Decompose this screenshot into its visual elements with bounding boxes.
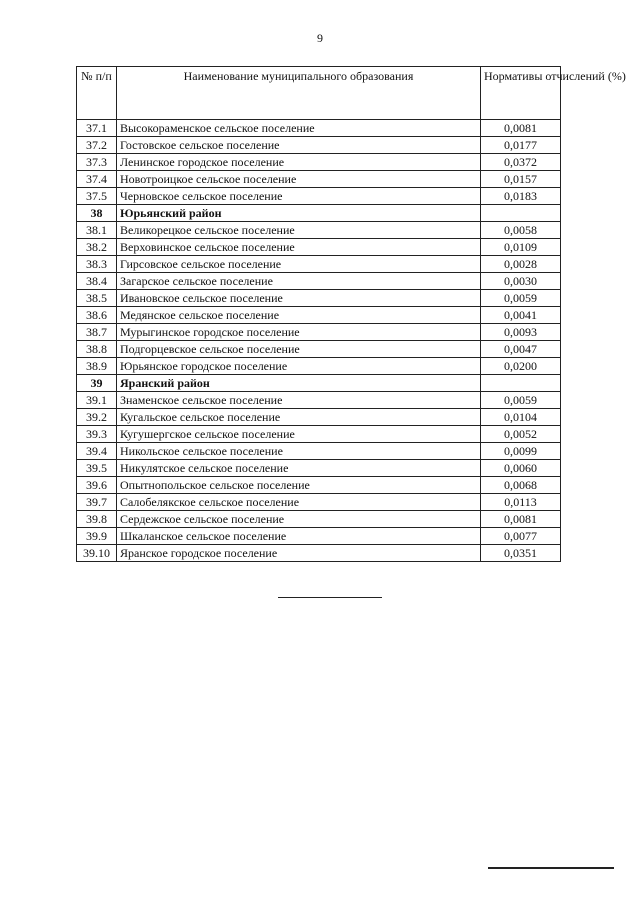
separator-line <box>278 597 382 598</box>
row-name: Сердежское сельское поселение <box>117 511 481 528</box>
district-row <box>77 375 561 392</box>
row-name: Черновское сельское поселение <box>117 188 481 205</box>
row-number: 38 <box>77 205 117 222</box>
row-value: 0,0068 <box>481 477 561 494</box>
table-row <box>77 273 561 290</box>
row-number: 39.8 <box>77 511 117 528</box>
table-row <box>77 528 561 545</box>
row-value: 0,0200 <box>481 358 561 375</box>
row-name: Юрьянский район <box>117 205 481 222</box>
row-number: 37.1 <box>77 120 117 137</box>
row-name: Новотроицкое сельское поселение <box>117 171 481 188</box>
row-number: 39.6 <box>77 477 117 494</box>
row-name: Гирсовское сельское поселение <box>117 256 481 273</box>
header-num: № п/п <box>77 67 117 120</box>
row-value: 0,0052 <box>481 426 561 443</box>
row-value: 0,0077 <box>481 528 561 545</box>
row-number: 38.2 <box>77 239 117 256</box>
row-value: 0,0177 <box>481 137 561 154</box>
table-header-row <box>77 67 561 120</box>
table-row <box>77 392 561 409</box>
row-number: 37.4 <box>77 171 117 188</box>
table-row <box>77 222 561 239</box>
row-value: 0,0058 <box>481 222 561 239</box>
row-name: Салобелякское сельское поселение <box>117 494 481 511</box>
row-number: 38.8 <box>77 341 117 358</box>
row-value: 0,0104 <box>481 409 561 426</box>
row-value: 0,0113 <box>481 494 561 511</box>
row-value: 0,0372 <box>481 154 561 171</box>
row-value: 0,0109 <box>481 239 561 256</box>
row-name: Юрьянское городское поселение <box>117 358 481 375</box>
row-number: 37.5 <box>77 188 117 205</box>
row-name: Шкаланское сельское поселение <box>117 528 481 545</box>
row-number: 37.3 <box>77 154 117 171</box>
row-name: Верховинское сельское поселение <box>117 239 481 256</box>
table-row <box>77 324 561 341</box>
footer-line <box>488 867 614 869</box>
row-name: Никольское сельское поселение <box>117 443 481 460</box>
row-name: Медянское сельское поселение <box>117 307 481 324</box>
table-row <box>77 154 561 171</box>
table-row <box>77 409 561 426</box>
row-name: Знаменское сельское поселение <box>117 392 481 409</box>
row-number: 38.5 <box>77 290 117 307</box>
row-name: Яранский район <box>117 375 481 392</box>
row-value: 0,0081 <box>481 120 561 137</box>
table-row <box>77 443 561 460</box>
row-value: 0,0047 <box>481 341 561 358</box>
row-name: Великорецкое сельское поселение <box>117 222 481 239</box>
row-name: Кугальское сельское поселение <box>117 409 481 426</box>
row-number: 39.7 <box>77 494 117 511</box>
row-value: 0,0081 <box>481 511 561 528</box>
row-number: 39.10 <box>77 545 117 562</box>
row-value: 0,0099 <box>481 443 561 460</box>
table-row <box>77 137 561 154</box>
row-number: 38.7 <box>77 324 117 341</box>
row-number: 38.1 <box>77 222 117 239</box>
district-row <box>77 205 561 222</box>
table-row <box>77 256 561 273</box>
norms-table <box>76 66 626 562</box>
row-name: Ивановское сельское поселение <box>117 290 481 307</box>
row-number: 39.3 <box>77 426 117 443</box>
row-number: 39.9 <box>77 528 117 545</box>
table-body <box>77 120 561 562</box>
row-value: 0,0351 <box>481 545 561 562</box>
row-number: 39.1 <box>77 392 117 409</box>
row-value <box>481 375 561 392</box>
row-number: 38.9 <box>77 358 117 375</box>
table-row <box>77 460 561 477</box>
table-row <box>77 307 561 324</box>
row-value: 0,0028 <box>481 256 561 273</box>
table-row <box>77 290 561 307</box>
table-row <box>77 494 561 511</box>
row-name: Яранское городское поселение <box>117 545 481 562</box>
row-value: 0,0059 <box>481 290 561 307</box>
table-row <box>77 477 561 494</box>
row-number: 37.2 <box>77 137 117 154</box>
row-value: 0,0030 <box>481 273 561 290</box>
row-value <box>481 205 561 222</box>
table-row <box>77 239 561 256</box>
row-number: 38.3 <box>77 256 117 273</box>
row-name: Загарское сельское поселение <box>117 273 481 290</box>
table-row <box>77 341 561 358</box>
table-row <box>77 171 561 188</box>
table-row <box>77 545 561 562</box>
header-value: Нормативы отчислений (%) <box>481 67 561 120</box>
row-number: 39.4 <box>77 443 117 460</box>
row-value: 0,0183 <box>481 188 561 205</box>
row-value: 0,0157 <box>481 171 561 188</box>
row-value: 0,0060 <box>481 460 561 477</box>
header-name: Наименование муниципального образования <box>117 67 481 120</box>
row-name: Никулятское сельское поселение <box>117 460 481 477</box>
row-name: Высокораменское сельское поселение <box>117 120 481 137</box>
table-row <box>77 188 561 205</box>
table-row <box>77 426 561 443</box>
row-value: 0,0059 <box>481 392 561 409</box>
row-value: 0,0093 <box>481 324 561 341</box>
row-name: Опытнопольское сельское поселение <box>117 477 481 494</box>
page-number: 9 <box>317 31 323 45</box>
row-number: 39.2 <box>77 409 117 426</box>
row-name: Гостовское сельское поселение <box>117 137 481 154</box>
row-name: Ленинское городское поселение <box>117 154 481 171</box>
table-row <box>77 511 561 528</box>
row-number: 38.4 <box>77 273 117 290</box>
row-number: 38.6 <box>77 307 117 324</box>
row-name: Мурыгинское городское поселение <box>117 324 481 341</box>
row-number: 39 <box>77 375 117 392</box>
row-value: 0,0041 <box>481 307 561 324</box>
table-row <box>77 120 561 137</box>
row-name: Кугушергское сельское поселение <box>117 426 481 443</box>
table-row <box>77 358 561 375</box>
row-name: Подгорцевское сельское поселение <box>117 341 481 358</box>
row-number: 39.5 <box>77 460 117 477</box>
